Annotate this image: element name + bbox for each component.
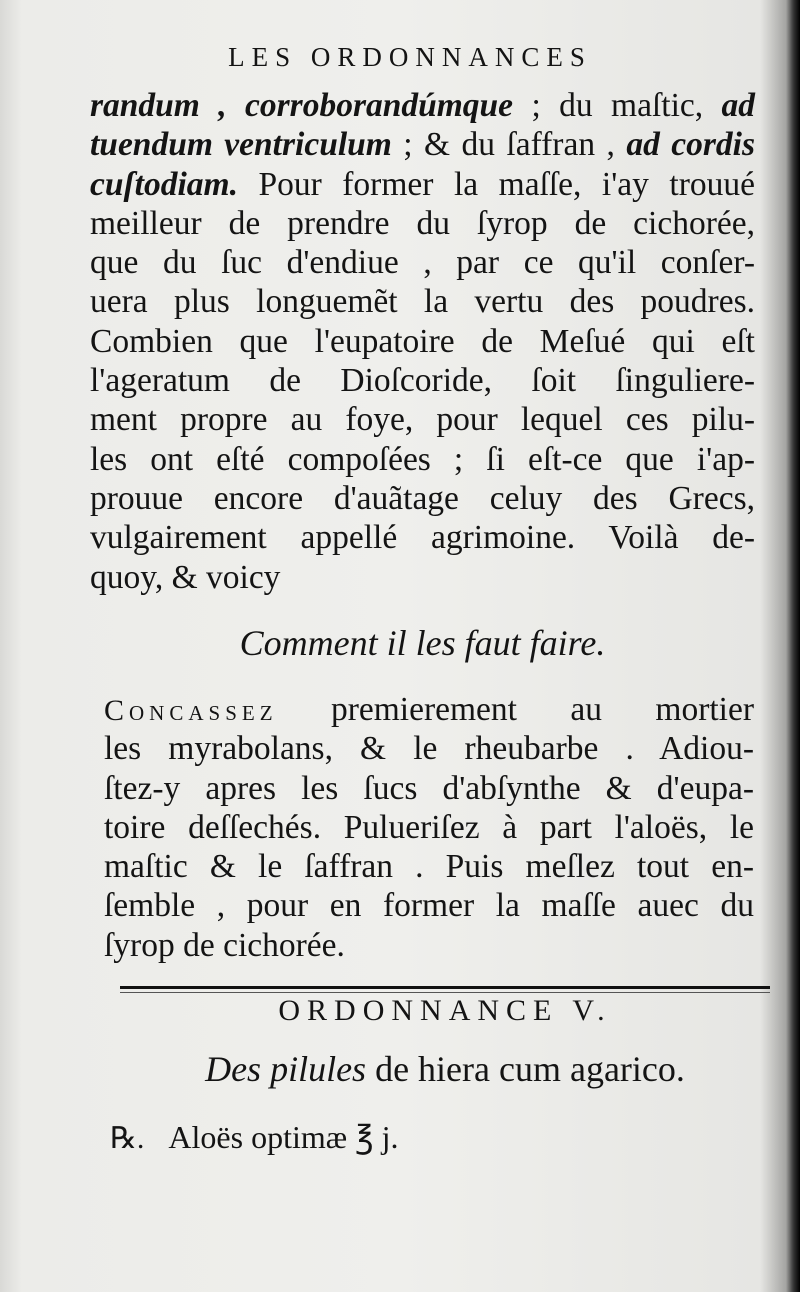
text-line: [90, 361, 755, 400]
recipe-line: [110, 1118, 398, 1156]
text-run: meilleur de prendre du ſyrop de cichorée,: [90, 204, 755, 242]
text-line: [90, 479, 755, 518]
text-run: ſtez-y apres les ſucs d'abſynthe & d'eupa-: [104, 769, 754, 807]
text-run: que du ſuc d'endiue , par ce qu'il conſer-: [90, 244, 755, 282]
lead-word: Concassez: [104, 694, 278, 727]
text-run: toire deſſechés. Pulueriſez à part l'aloës, le: [104, 808, 754, 846]
text-run: maſtic & le ſaffran . Puis meſlez tout en-: [104, 848, 754, 886]
running-head: LES ORDONNANCES: [228, 42, 592, 72]
text-run: Pour former la maſſe, i'ay trouué: [237, 165, 755, 203]
recipe-title-italic: Des pilules: [205, 1049, 367, 1089]
text-run: les myrabolans, & le rheubarbe . Adiou-: [104, 730, 754, 768]
text-run: ſyrop de cichorée.: [104, 926, 345, 964]
text-line: [90, 558, 755, 597]
text-run: ment propre au foye, pour lequel ces pilu-: [90, 401, 755, 439]
text-run: ; & du ſaffran ,: [391, 126, 627, 164]
text-run: ; du maſtic,: [513, 87, 722, 124]
section-title: Comment il les faut faire.: [239, 623, 606, 663]
divider-rule: [120, 986, 770, 989]
recipe-symbol: ℞.: [110, 1122, 145, 1155]
ordonnance-heading: ORDONNANCE V.: [278, 994, 612, 1027]
text-line: [90, 518, 755, 557]
text-run: uera plus longuemẽt la vertu des poudres.: [90, 283, 755, 321]
text-line: [104, 729, 754, 768]
text-line: [90, 86, 755, 125]
text-line: [90, 440, 755, 479]
text-run: prouue encore d'auãtage celuy des Grecs,: [90, 479, 755, 517]
recipe-title: [120, 1048, 770, 1090]
italic-latin-text: tuendum ventriculum: [90, 126, 392, 164]
italic-latin-text: cuſtodiam.: [90, 165, 238, 203]
text-run: quoy, & voicy: [90, 558, 281, 596]
text-line: [90, 165, 755, 204]
text-line: [104, 769, 754, 808]
text-line: [104, 808, 754, 847]
text-line: [104, 690, 754, 729]
text-line: [104, 926, 754, 965]
italic-latin-text: ad: [721, 87, 756, 124]
text-run: ſemble , pour en former la maſſe auec du: [104, 887, 754, 925]
text-run: vulgairement appellé agrimoine. Voilà de-: [90, 519, 755, 557]
text-line: [90, 204, 755, 243]
italic-latin-text: ad cordis: [626, 126, 755, 164]
text-line: [104, 847, 754, 886]
paragraph-1: [90, 86, 755, 597]
recipe-ingredient: Aloës optimæ ℥ j.: [168, 1119, 399, 1155]
text-line: [90, 400, 755, 439]
text-run: premierement au mortier: [330, 691, 754, 728]
divider-rule-thin: [120, 992, 770, 993]
italic-latin-text: randum , corroborandúmque: [90, 87, 514, 124]
text-line: [90, 282, 755, 321]
text-run: l'ageratum de Dioſcoride, ſoit ſinguliere-: [90, 362, 755, 400]
text-run: les ont eſté compoſées ; ſi eſt-ce que i'ap-: [90, 440, 755, 478]
text-line: [90, 322, 755, 361]
recipe-title-roman: de hiera cum agarico.: [366, 1049, 685, 1089]
text-line: [90, 243, 755, 282]
book-gutter: [786, 0, 800, 1292]
text-run: Combien que l'eupatoire de Meſué qui eſt: [90, 322, 755, 360]
text-line: [104, 886, 754, 925]
text-line: [90, 125, 755, 164]
paragraph-2: [104, 690, 754, 965]
